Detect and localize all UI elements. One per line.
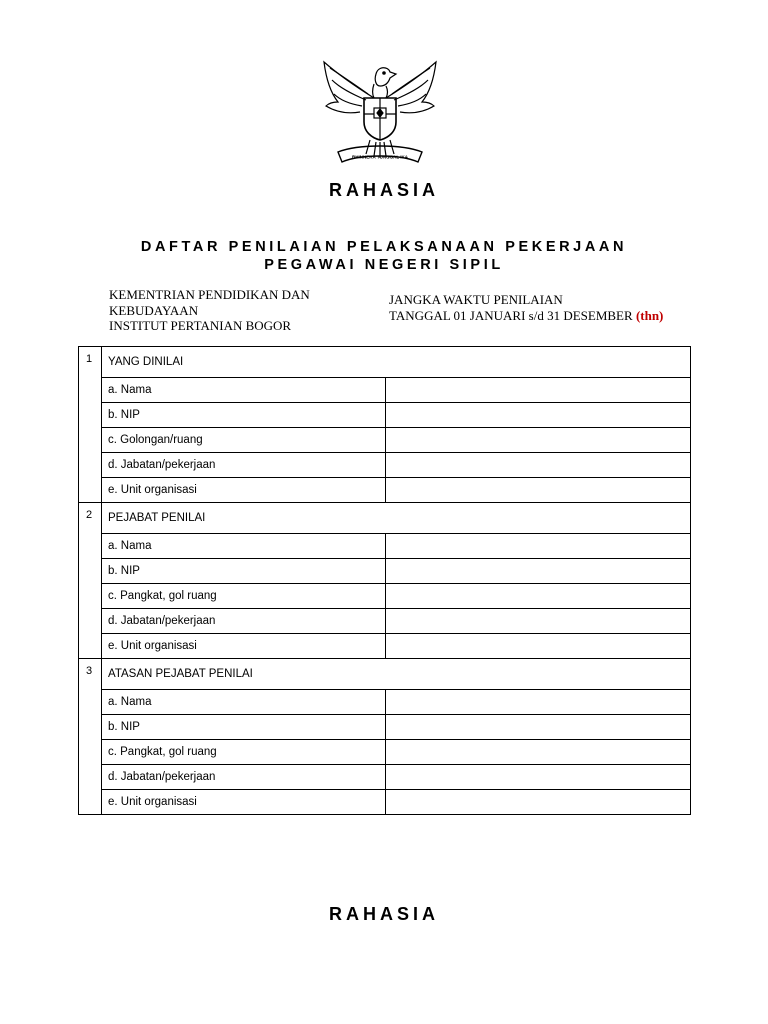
institution-name: INSTITUT PERTANIAN BOGOR [109,318,292,333]
field-value-cell[interactable] [386,634,691,659]
field-value-cell[interactable] [386,378,691,403]
table-row [79,534,691,559]
table-row [79,453,691,478]
institution-block [109,287,349,334]
table-row [79,765,691,790]
period-label: JANGKA WAKTU PENILAIAN [389,292,563,307]
field-value-cell[interactable] [386,690,691,715]
period-dates-line [389,308,719,324]
field-label: a. Nama [102,534,386,559]
field-value-cell[interactable] [386,765,691,790]
field-label: c. Pangkat, gol ruang [102,584,386,609]
section-header-row [79,503,691,534]
document-title-line2: PEGAWAI NEGERI SIPIL [264,257,504,273]
table-row [79,559,691,584]
section-number: 3 [79,659,102,815]
section-heading: PEJABAT PENILAI [102,503,691,534]
table-row [79,715,691,740]
table-row [79,740,691,765]
field-value-cell[interactable] [386,715,691,740]
assessment-form-table [78,346,691,815]
field-label: d. Jabatan/pekerjaan [102,453,386,478]
field-value-cell[interactable] [386,584,691,609]
table-row [79,478,691,503]
field-value-cell[interactable] [386,609,691,634]
field-label: d. Jabatan/pekerjaan [102,609,386,634]
ministry-line1: KEMENTRIAN PENDIDIKAN DAN [109,287,310,302]
field-label: d. Jabatan/pekerjaan [102,765,386,790]
field-label: b. NIP [102,403,386,428]
table-row [79,634,691,659]
table-row [79,690,691,715]
classification-top: RAHASIA [328,180,439,200]
field-label: c. Golongan/ruang [102,428,386,453]
table-row [79,403,691,428]
period-block [389,292,719,323]
field-label: e. Unit organisasi [102,790,386,815]
section-number: 2 [79,503,102,659]
field-value-cell[interactable] [386,740,691,765]
garuda-emblem-icon [318,58,442,168]
field-label: e. Unit organisasi [102,478,386,503]
field-value-cell[interactable] [386,534,691,559]
section-header-row [79,347,691,378]
field-value-cell[interactable] [386,403,691,428]
field-label: e. Unit organisasi [102,634,386,659]
field-value-cell[interactable] [386,428,691,453]
section-heading: ATASAN PEJABAT PENILAI [102,659,691,690]
table-row [79,378,691,403]
field-value-cell[interactable] [386,790,691,815]
field-label: a. Nama [102,378,386,403]
svg-text:BHINNEKA TUNGGAL IKA: BHINNEKA TUNGGAL IKA [352,154,408,160]
field-value-cell[interactable] [386,453,691,478]
table-row [79,428,691,453]
classification-bottom: RAHASIA [328,904,439,924]
table-row [79,790,691,815]
field-label: b. NIP [102,715,386,740]
field-label: b. NIP [102,559,386,584]
document-title-line1: DAFTAR PENILAIAN PELAKSANAAN PEKERJAAN [140,239,628,255]
section-header-row [79,659,691,690]
period-dates: TANGGAL 01 JANUARI s/d 31 DESEMBER [389,307,633,323]
field-value-cell[interactable] [386,559,691,584]
ministry-line2: KEBUDAYAAN [109,302,199,318]
field-label: a. Nama [102,690,386,715]
period-year: (thn) [635,307,664,323]
field-label: c. Pangkat, gol ruang [102,740,386,765]
table-row [79,609,691,634]
table-row [79,584,691,609]
section-number: 1 [79,347,102,503]
section-heading: YANG DINILAI [102,347,691,378]
field-value-cell[interactable] [386,478,691,503]
